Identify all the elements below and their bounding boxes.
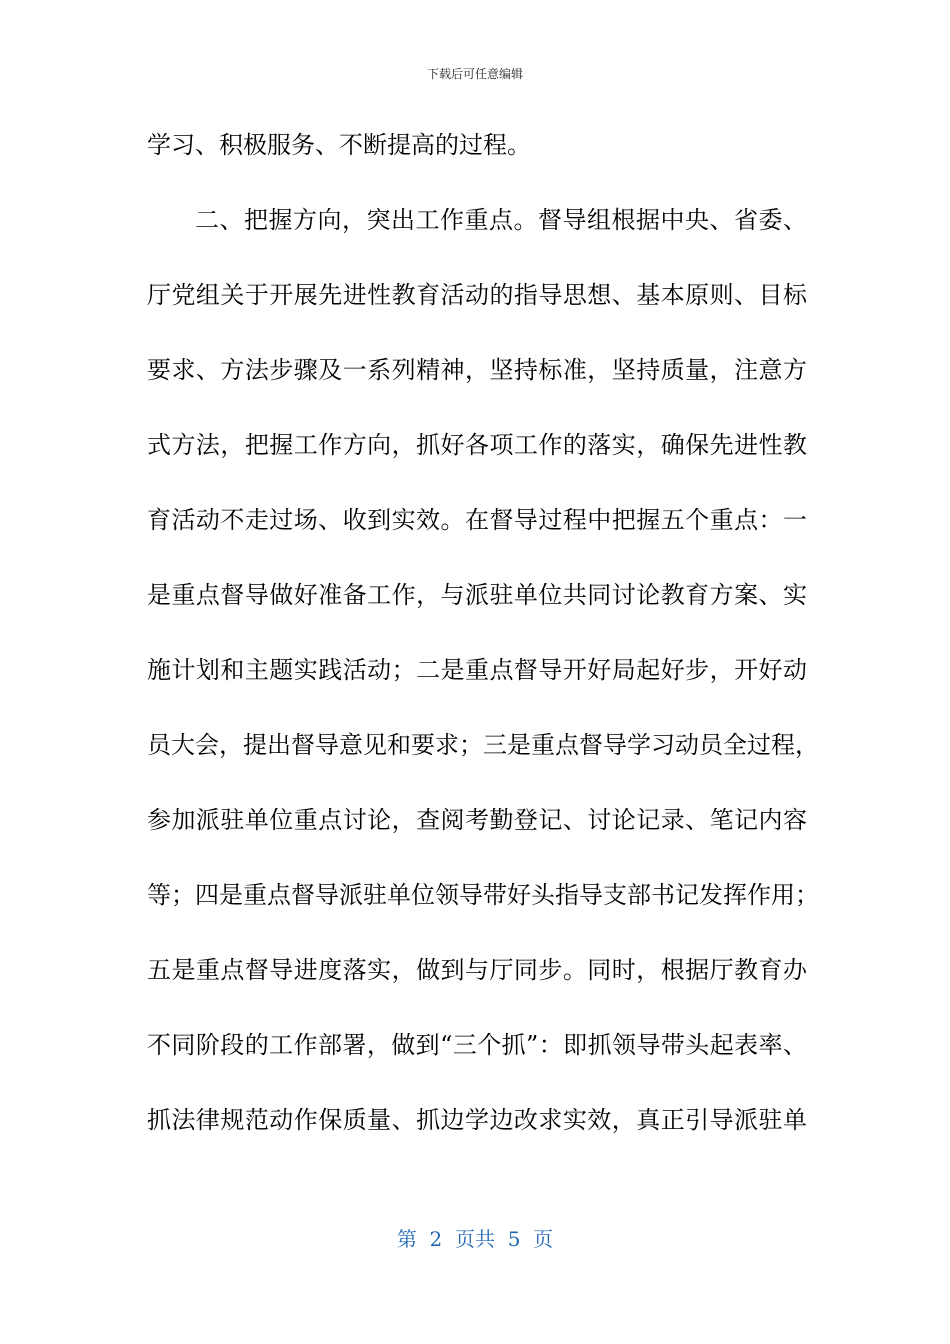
paragraph-line: 育活动不走过场、收到实效。在督导过程中把握五个重点：一 xyxy=(147,506,807,534)
paragraph-line: 要求、方法步骤及一系列精神，坚持标准，坚持质量，注意方 xyxy=(147,356,807,384)
paragraph-line: 员大会，提出督导意见和要求；三是重点督导学习动员全过程， xyxy=(147,731,819,759)
page-header: 下载后可任意编辑 xyxy=(426,67,523,81)
paragraph-line: 参加派驻单位重点讨论，查阅考勤登记、讨论记录、笔记内容 xyxy=(147,806,807,834)
paragraph-line: 等；四是重点督导派驻单位领导带好头指导支部书记发挥作用； xyxy=(147,881,819,909)
paragraph-line: 抓法律规范动作保质量、抓边学边改求实效，真正引导派驻单 xyxy=(147,1106,807,1134)
paragraph-line: 五是重点督导进度落实，做到与厅同步。同时，根据厅教育办 xyxy=(147,956,807,984)
paragraph-line: 厅党组关于开展先进性教育活动的指导思想、基本原则、目标 xyxy=(147,281,807,309)
paragraph-line: 学习、积极服务、不断提高的过程。 xyxy=(147,131,531,159)
paragraph-line: 是重点督导做好准备工作，与派驻单位共同讨论教育方案、实 xyxy=(147,581,807,609)
paragraph-line: 不同阶段的工作部署，做到“三个抓”：即抓领导带头起表率、 xyxy=(147,1031,807,1059)
paragraph-line: 施计划和主题实践活动；二是重点督导开好局起好步，开好动 xyxy=(147,656,807,684)
paragraph-line: 式方法，把握工作方向，抓好各项工作的落实，确保先进性教 xyxy=(147,431,807,459)
paragraph-line: 二、把握方向，突出工作重点。督导组根据中央、省委、 xyxy=(195,206,807,234)
page-number-footer: 第 2 页共 5 页 xyxy=(396,1227,554,1251)
